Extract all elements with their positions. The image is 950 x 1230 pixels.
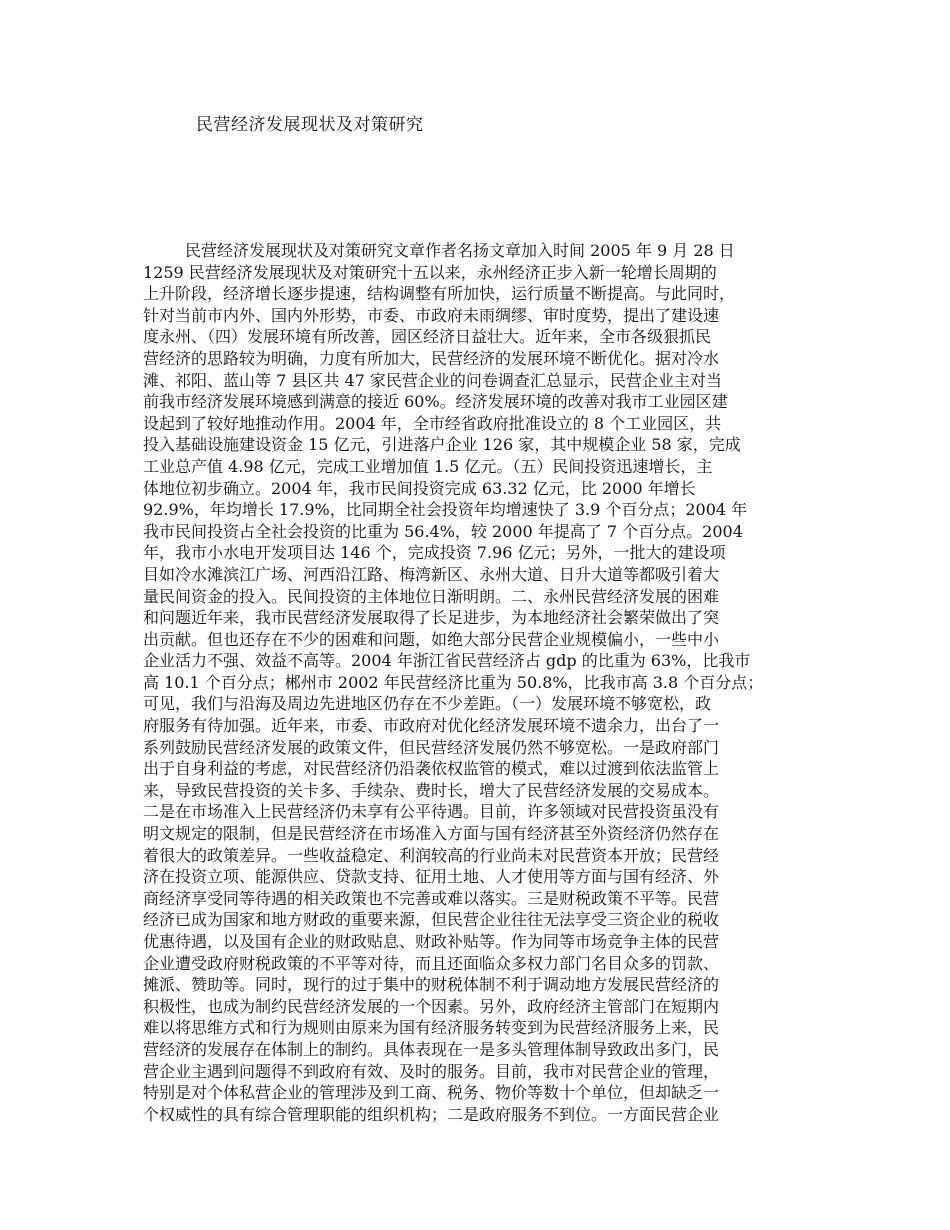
body-text-line: 量民间资金的投入。民间投资的主体地位日渐明朗。二、永州民营经济发展的困难: [143, 586, 720, 606]
body-text-line: 系列鼓励民营经济发展的政策文件，但民营经济发展仍然不够宽松。一是政府部门: [143, 737, 720, 757]
body-text-line: 府服务有待加强。近年来，市委、市政府对优化经济发展环境不遗余力，出台了一: [143, 716, 720, 736]
body-text-line: 上升阶段，经济增长逐步提速，结构调整有所加快，运行质量不断提高。与此同时，: [143, 284, 736, 304]
body-text-line: 个权威性的具有综合管理职能的组织机构；二是政府服务不到位。一方面民营企业: [143, 1104, 720, 1124]
body-text-line: 优惠待遇，以及国有企业的财政贴息、财政补贴等。作为同等市场竞争主体的民营: [143, 932, 720, 951]
body-text-line: 企业活力不强、效益不高等。2004 年浙江省民营经济占 gdp 的比重为 63%，比我市: [143, 651, 751, 671]
body-text-line: 出贡献。但也还存在不少的困难和问题，如绝大部分民营企业规模偏小，一些中小: [143, 629, 720, 649]
body-text-line: 1259 民营经济发展现状及对策研究十五以来，永州经济正步入新一轮增长周期的: [143, 262, 717, 282]
body-text-line: 年，我市小水电开发项目达 146 个，完成投资 7.96 亿元；另外，一批大的建设项: [143, 543, 726, 563]
body-text-line: 可见，我们与沿海及周边先进地区仍存在不少差距。（一）发展环境不够宽松，政: [143, 694, 712, 714]
body-text-line: 经济已成为国家和地方财政的重要来源，但民营企业往往无法享受三资企业的税收: [143, 910, 720, 930]
body-text-line: 滩、祁阳、蓝山等 7 县区共 47 家民营企业的问卷调查汇总显示，民营企业主对当: [143, 370, 722, 390]
document-body: [143, 240, 833, 1125]
body-text-line: 企业遭受政府财税政策的不平等对待，而且还面临众多权力部门名目众多的罚款、: [143, 953, 720, 973]
body-text-line: 我市民间投资占全社会投资的比重为 56.4%，较 2000 年提高了 7 个百分点。2004: [143, 521, 743, 541]
body-text-line: 投入基础设施建设资金 15 亿元，引进落户企业 126 家，其中规模企业 58 家，完成: [143, 435, 741, 455]
body-text-line: 积极性，也成为制约民营经济发展的一个因素。另外，政府经济主管部门在短期内: [143, 996, 720, 1016]
body-text-line: 92.9%，年均增长 17.9%，比同期全社会投资年均增速快了 3.9 个百分点；2004 年: [143, 500, 748, 520]
body-text-line: 二是在市场准入上民营经济仍未享有公平待遇。目前，许多领域对民营投资虽没有: [143, 802, 720, 822]
body-text-line: 营经济的思路较为明确，力度有所加大，民营经济的发展环境不断优化。据对冷水: [143, 348, 720, 368]
body-text-line: 明文规定的限制，但是民营经济在市场准入方面与国有经济甚至外资经济仍然存在: [143, 824, 720, 844]
body-text-line: 高 10.1 个百分点；郴州市 2002 年民营经济比重为 50.8%，比我市高 3.8 个百分点；: [143, 672, 764, 692]
body-text-line: 摊派、赞助等。同时，现行的过于集中的财税体制不利于调动地方发展民营经济的: [143, 975, 720, 995]
body-text-line: 商经济享受同等待遇的相关政策也不完善或难以落实。三是财税政策不平等。民营: [143, 888, 720, 908]
body-text-line: 设起到了较好地推动作用。2004 年，全市经省政府批准设立的 8 个工业园区，共: [143, 413, 722, 433]
body-text-line: 着很大的政策差异。一些收益稳定、利润较高的行业尚未对民营资本开放；民营经: [143, 845, 720, 865]
body-text-line: 目如冷水滩滨江广场、河西沿江路、梅湾新区、永州大道、日升大道等都吸引着大: [143, 564, 720, 584]
body-text-line: 特别是对个体私营企业的管理涉及到工商、税务、物价等数十个单位，但却缺乏一: [143, 1083, 720, 1103]
body-text-line: 来，导致民营投资的关卡多、手续杂、费时长，增大了民营经济发展的交易成本。: [143, 780, 720, 800]
body-text-line: 度永州、（四）发展环境有所改善，园区经济日益壮大。近年来，全市各级狠抓民: [143, 327, 712, 347]
body-text-line: 济在投资立项、能源供应、贷款支持、征用土地、人才使用等方面与国有经济、外: [143, 867, 720, 887]
body-text-line: 和问题近年来，我市民营经济发展取得了长足进步，为本地经济社会繁荣做出了突: [143, 608, 720, 628]
body-text-line: 营企业主遇到问题得不到政府有效、及时的服务。目前，我市对民营企业的管理，: [143, 1061, 720, 1081]
document-title: 民营经济发展现状及对策研究: [196, 115, 424, 135]
body-text-line: 难以将思维方式和行为规则由原来为国有经济服务转变到为民营经济服务上来，民: [143, 1018, 720, 1038]
body-text-line: 民营经济发展现状及对策研究文章作者名扬文章加入时间 2005 年 9 月 28 日: [185, 241, 735, 260]
body-text-line: 出于自身利益的考虑，对民营经济仍沿袭依权监管的模式，难以过渡到依法监管上: [143, 759, 720, 779]
body-text-line: 前我市经济发展环境感到满意的接近 60%。经济发展环境的改善对我市工业园区建: [143, 392, 728, 412]
body-text-line: 针对当前市内外、国内外形势，市委、市政府未雨绸缪、审时度势，提出了建设速: [143, 305, 720, 325]
body-text-line: 体地位初步确立。2004 年，我市民间投资完成 63.32 亿元，比 2000 年增长: [143, 478, 696, 498]
body-text-line: 工业总产值 4.98 亿元，完成工业增加值 1.5 亿元。（五）民间投资迅速增长，主: [143, 456, 713, 476]
body-text-line: 营经济的发展存在体制上的制约。具体表现在一是多头管理体制导致政出多门，民: [143, 1039, 720, 1059]
